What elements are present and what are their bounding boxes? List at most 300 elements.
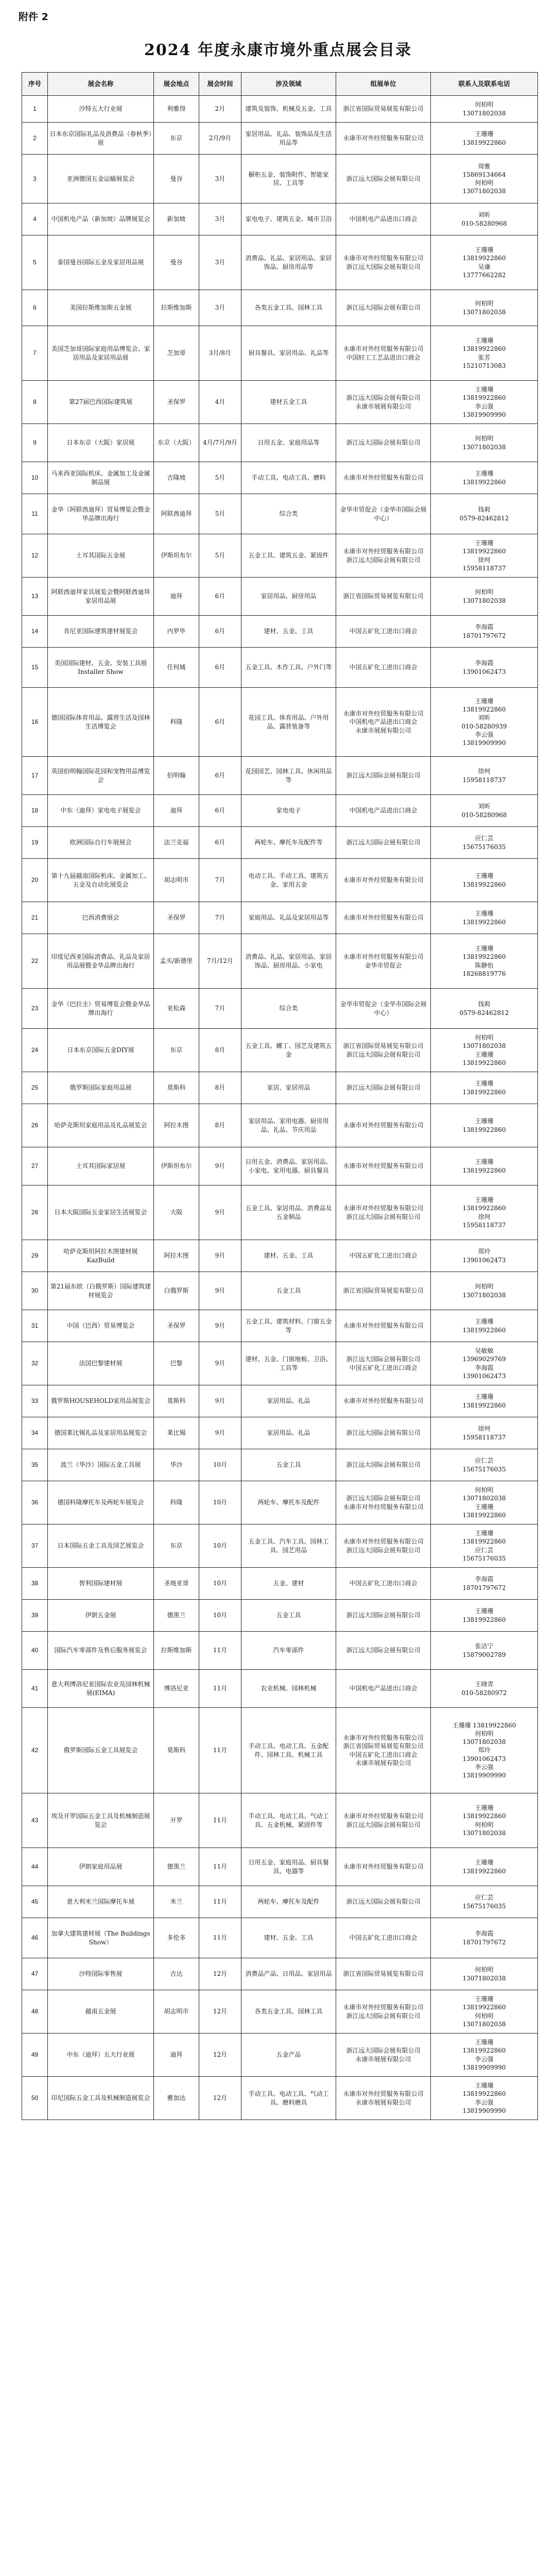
exhibition-contact: 王珊珊 13819922860 李云强 13819909990 [431,2077,538,2120]
exhibition-contact: 王珊珊 13819922860 张芳 15210713083 [431,326,538,381]
row-index: 14 [22,616,48,648]
exhibition-field: 手动工具、电动工具、五金配件、园林工具、机械工具 [241,1708,336,1793]
exhibition-time: 5月 [199,494,241,534]
exhibition-name: 国际汽车零部件及售后服务展览会 [48,1632,154,1670]
exhibition-organizer: 永康市对外经贸服务有限公司 浙江远大国际会展有限公司 [336,534,431,578]
exhibition-organizer: 浙江远大国际会展有限公司 中国五矿化工进出口商会 [336,1342,431,1385]
exhibition-time: 6月 [199,795,241,827]
table-row [22,616,538,648]
exhibition-name: 亚洲德国五金运输展览会 [48,155,154,204]
exhibition-time: 9月 [199,1185,241,1240]
exhibition-location: 雅加达 [154,2077,199,2120]
row-index: 3 [22,155,48,204]
exhibition-organizer: 永康市对外经贸服务有限公司 [336,859,431,902]
table-row [22,1524,538,1568]
exhibition-time: 2月 [199,96,241,123]
table-row [22,1342,538,1385]
table-row [22,1958,538,1990]
exhibition-field: 家居用品、家用电器、厨房用品、礼品、节庆用品 [241,1104,336,1147]
exhibition-name: 意大利米兰国际摩托车展 [48,1886,154,1918]
exhibition-time: 9月 [199,1310,241,1342]
exhibition-contact: 何柏明 13071802038 [431,96,538,123]
exhibition-time: 6月 [199,616,241,648]
table-row [22,1147,538,1185]
table-row [22,424,538,462]
table-row [22,934,538,989]
exhibition-name: 伊朗五金展 [48,1600,154,1632]
exhibition-name: 欧洲国际自行车展展会 [48,827,154,859]
table-row [22,235,538,290]
table-row [22,1240,538,1272]
exhibition-field: 五金工具 [241,1600,336,1632]
exhibition-field: 农业机械、园林机械 [241,1670,336,1708]
exhibition-organizer: 永康市对外经贸服务有限公司 中国轻工工艺品进出口商会 [336,326,431,381]
exhibition-time: 11月 [199,1708,241,1793]
exhibition-time: 3月 [199,155,241,204]
row-index: 9 [22,424,48,462]
exhibition-contact: 王珊珊 13819922860 徐珂 15958118737 [431,1185,538,1240]
row-index: 46 [22,1918,48,1958]
exhibition-field: 家居用品、礼品、装饰品及生活用品等 [241,123,336,155]
exhibition-organizer: 中国机电产品进出口商会 [336,1670,431,1708]
exhibition-field: 厨具餐具、家居用品、礼品等 [241,326,336,381]
row-index: 26 [22,1104,48,1147]
document-title: 2024 年度永康市境外重点展会目录 [144,41,412,59]
exhibition-time: 3月/8月 [199,326,241,381]
exhibition-location: 华沙 [154,1449,199,1481]
table-row [22,1990,538,2033]
row-index: 15 [22,648,48,688]
table-row [22,1272,538,1310]
row-index: 24 [22,1029,48,1072]
exhibition-location: 芝加哥 [154,326,199,381]
exhibition-time: 5月 [199,462,241,494]
row-index: 27 [22,1147,48,1185]
exhibition-field: 手动工具、电动工具、气动工具、五金机械、紧固件等 [241,1793,336,1848]
exhibition-location: 伯明翰 [154,757,199,795]
exhibition-name: 英国伯明翰国际花园和宠物用品博览会 [48,757,154,795]
row-index: 31 [22,1310,48,1342]
exhibition-field: 家电电子、建筑五金、城市卫浴 [241,204,336,235]
header-time: 展会时间 [199,73,241,96]
row-index: 39 [22,1600,48,1632]
table-row [22,155,538,204]
exhibition-organizer: 浙江远大国际会展有限公司 [336,1449,431,1481]
table-row [22,290,538,326]
exhibition-organizer: 浙江省国际贸易展览有限公司 [336,1958,431,1990]
exhibition-organizer: 金华市贸促会（金华市国际会展中心） [336,494,431,534]
exhibition-time: 11月 [199,1848,241,1886]
table-row [22,1568,538,1600]
exhibition-time: 9月 [199,1147,241,1185]
exhibition-organizer: 永康市对外经贸服务有限公司 浙江远大国际会展有限公司 [336,1524,431,1568]
exhibition-time: 11月 [199,1632,241,1670]
exhibition-time: 11月 [199,1886,241,1918]
table-row [22,2077,538,2120]
exhibition-organizer: 浙江远大国际会展有限公司 [336,1600,431,1632]
exhibition-organizer: 浙江远大国际会展有限公司 [336,1632,431,1670]
exhibition-field: 消费品、礼品、家居用品、家居饰品、厨房用品、小家电 [241,934,336,989]
exhibition-time: 3月 [199,204,241,235]
exhibition-name: 日本东京国际五金DIY展 [48,1029,154,1072]
exhibition-name: 第十九届越南国际机床、金属加工、五金及自动化展览会 [48,859,154,902]
exhibition-time: 6月 [199,578,241,616]
exhibition-time: 6月 [199,827,241,859]
exhibition-location: 东京 [154,1524,199,1568]
exhibition-organizer: 永康市对外经贸服务有限公司 金华市贸促会 [336,934,431,989]
table-row [22,688,538,757]
exhibition-time: 6月 [199,688,241,757]
exhibition-name: 俄罗斯国际家庭用品展 [48,1072,154,1104]
exhibition-field: 综合类 [241,494,336,534]
exhibition-location: 圣保罗 [154,1310,199,1342]
exhibition-name: 阿联酋迪拜家具展览会暨阿联酋迪拜家居用品展 [48,578,154,616]
exhibition-time: 11月 [199,1918,241,1958]
exhibition-name: 埃及开罗国际五金工具及机械制造展览会 [48,1793,154,1848]
row-index: 45 [22,1886,48,1918]
exhibition-organizer: 中国五矿化工进出口商会 [336,1240,431,1272]
exhibition-field: 两轮车、摩托车及配件 [241,1481,336,1524]
header-exhibition-name: 展会名称 [48,73,154,96]
exhibition-time: 10月 [199,1481,241,1524]
exhibition-organizer: 永康市对外经贸服务有限公司 [336,902,431,934]
exhibition-location: 巴黎 [154,1342,199,1385]
exhibition-organizer: 浙江远大国际会展有限公司 [336,1417,431,1449]
row-index: 2 [22,123,48,155]
exhibition-field: 五金、建材 [241,1568,336,1600]
table-header-row [22,73,538,96]
exhibition-contact: 李海霞 18701797672 [431,1918,538,1958]
exhibition-contact: 应仁芸 15675176035 [431,827,538,859]
exhibition-time: 7月 [199,902,241,934]
exhibition-organizer: 永康市对外经贸服务有限公司 中国机电产品进出口商会 永康市展展有限公司 [336,688,431,757]
exhibition-contact: 王珊珊 13819922860 [431,1310,538,1342]
exhibition-name: 智利国际建材展 [48,1568,154,1600]
exhibition-field: 家居用品、礼品 [241,1385,336,1417]
exhibition-location: 胡志明市 [154,859,199,902]
exhibition-contact: 钱莉 0579-82462812 [431,494,538,534]
exhibition-location: 曼谷 [154,235,199,290]
exhibition-field: 手动工具、电动工具、磨料 [241,462,336,494]
exhibition-location: 阿拉木图 [154,1240,199,1272]
exhibition-organizer: 浙江远大国际会展有限公司 永康市展展有限公司 [336,381,431,424]
exhibition-field: 建筑及装饰、机械及五金、工具 [241,96,336,123]
table-row [22,1600,538,1632]
row-index: 4 [22,204,48,235]
exhibition-organizer: 中国机电产品进出口商会 [336,795,431,827]
exhibition-organizer: 中国五矿化工进出口商会 [336,1568,431,1600]
exhibition-field: 各类五金工具、园林工具 [241,290,336,326]
exhibition-location: 莫斯科 [154,1385,199,1417]
exhibition-location: 多伦多 [154,1918,199,1958]
exhibition-field: 建材、五金、工具 [241,1240,336,1272]
exhibition-field: 日用五金、家庭用品等 [241,424,336,462]
exhibition-name: 泰国曼谷国际五金及家居用品展 [48,235,154,290]
exhibition-organizer: 浙江省国际贸易展览有限公司 [336,96,431,123]
table-row [22,96,538,123]
exhibition-contact: 何柏明 13071802038 [431,290,538,326]
exhibition-organizer: 永康市对外经贸服务有限公司 浙江远大国际会展有限公司 [336,1185,431,1240]
exhibition-field: 家居用品、厨房用品 [241,578,336,616]
table-row [22,381,538,424]
row-index: 6 [22,290,48,326]
row-index: 23 [22,989,48,1029]
row-index: 44 [22,1848,48,1886]
exhibition-organizer: 永康市对外经贸服务有限公司 [336,462,431,494]
table-row [22,1310,538,1342]
row-index: 38 [22,1568,48,1600]
exhibition-location: 白俄罗斯 [154,1272,199,1310]
exhibition-field: 五金工具、汽车工具、园林工具、园艺用品 [241,1524,336,1568]
exhibition-contact: 王珊珊 13819922860 刘昕 010-58280939 李云强 13819909990 [431,688,538,757]
exhibition-location: 孟买/新德里 [154,934,199,989]
exhibition-contact: 王珊珊 13819922860 [431,1147,538,1185]
exhibition-contact: 李海霞 18701797672 [431,1568,538,1600]
row-index: 30 [22,1272,48,1310]
exhibition-location: 东京 [154,123,199,155]
exhibition-location: 迪拜 [154,795,199,827]
row-index: 11 [22,494,48,534]
exhibition-contact: 何柏明 13071802038 王珊珊 13819922860 [431,1481,538,1524]
exhibition-location: 莫斯科 [154,1072,199,1104]
exhibition-name: 中国（巴西）贸易博览会 [48,1310,154,1342]
exhibition-contact: 王珊珊 13819922860 徐珂 15958118737 [431,534,538,578]
exhibition-name: 中东（迪拜）家电电子展览会 [48,795,154,827]
exhibition-contact: 郑玲 13901062473 [431,1240,538,1272]
exhibition-field: 五金产品 [241,2033,336,2077]
exhibition-name: 金华（阿联酋迪拜）贸易博览会暨金华品牌出海行 [48,494,154,534]
exhibition-name: 印度尼西亚国际消费品、礼品及家居用品展暨金华品牌出海行 [48,934,154,989]
exhibition-contact: 王珊珊 13819922860 [431,859,538,902]
exhibition-contact: 王珊珊 13819922860 应仁芸 15675176035 [431,1524,538,1568]
exhibition-field: 五金工具、木作工具、户外门等 [241,648,336,688]
exhibition-organizer: 浙江远大国际会展有限公司 [336,1072,431,1104]
exhibition-contact: 刘昕 010-58280968 [431,795,538,827]
exhibition-location: 圣保罗 [154,381,199,424]
row-index: 20 [22,859,48,902]
exhibition-name: 第21届东欧（白俄罗斯）国际建筑建材展览会 [48,1272,154,1310]
exhibition-time: 10月 [199,1524,241,1568]
exhibition-name: 哈萨克斯坦家庭用品及礼品展览会 [48,1104,154,1147]
exhibition-location: 内罗毕 [154,616,199,648]
exhibition-field: 家庭用品、礼品及家居用品等 [241,902,336,934]
exhibition-organizer: 浙江远大国际会展有限公司 [336,827,431,859]
exhibition-time: 5月 [199,534,241,578]
exhibition-organizer: 永康市对外经贸服务有限公司 浙江远大国际会展有限公司 [336,235,431,290]
exhibition-name: 印尼国际五金工具及机械制造展览会 [48,2077,154,2120]
exhibition-field: 汽车零部件 [241,1632,336,1670]
table-row [22,204,538,235]
exhibition-contact: 李海霞 13901062473 [431,648,538,688]
exhibition-time: 10月 [199,1449,241,1481]
exhibition-organizer: 永康市对外经贸服务有限公司 [336,123,431,155]
exhibition-contact: 王珊珊 13819922860 [431,1104,538,1147]
exhibition-location: 新加坡 [154,204,199,235]
exhibition-organizer: 永康市对外经贸服务有限公司 [336,1310,431,1342]
row-index: 12 [22,534,48,578]
row-index: 8 [22,381,48,424]
table-row [22,827,538,859]
row-index: 41 [22,1670,48,1708]
exhibition-time: 7月/12月 [199,934,241,989]
exhibition-contact: 王珊珊 13819922860 何柏明 13071802038 郑玲 13901062473 李云强 13819909990 [431,1708,538,1793]
exhibition-time: 8月 [199,1104,241,1147]
exhibition-field: 日用五金、家庭用品、厨具餐具、电器等 [241,1848,336,1886]
table-row [22,2033,538,2077]
exhibition-contact: 王珊珊 13819922860 何柏明 13071802038 [431,1990,538,2033]
exhibition-organizer: 永康市对外经贸服务有限公司 浙江远大国际会展有限公司 [336,1990,431,2033]
exhibition-field: 五金工具 [241,1449,336,1481]
table-row [22,1670,538,1708]
exhibition-location: 迪拜 [154,2033,199,2077]
exhibition-location: 东京 [154,1029,199,1072]
exhibition-contact: 何柏明 13071802038 [431,578,538,616]
table-row [22,1104,538,1147]
row-index: 13 [22,578,48,616]
exhibition-field: 五金工具、螺丁、园艺及建筑五金 [241,1029,336,1072]
exhibition-time: 2月/9月 [199,123,241,155]
exhibition-field: 花园工具、体育用品、户外用品、露营装备等 [241,688,336,757]
row-index: 42 [22,1708,48,1793]
exhibition-field: 五金工具、家居用品、消费品及五金制品 [241,1185,336,1240]
row-index: 35 [22,1449,48,1481]
exhibition-field: 建材、五金、工具 [241,1918,336,1958]
exhibition-location: 法兰克福 [154,827,199,859]
table-row [22,1481,538,1524]
table-row [22,1793,538,1848]
exhibition-location: 拉斯维加斯 [154,1632,199,1670]
exhibition-contact: 王珊珊 13819922860 李云强 13819909990 [431,2033,538,2077]
row-index: 28 [22,1185,48,1240]
table-row [22,1449,538,1481]
table-row [22,1072,538,1104]
table-row [22,1417,538,1449]
table-row [22,757,538,795]
exhibition-contact: 王珊珊 13819922860 [431,1848,538,1886]
exhibition-time: 11月 [199,1793,241,1848]
table-body [22,96,538,2120]
row-index: 18 [22,795,48,827]
row-index: 36 [22,1481,48,1524]
exhibition-organizer: 永康市对外经贸服务有限公司 [336,1848,431,1886]
exhibition-location: 科隆 [154,688,199,757]
exhibition-field: 五金工具、建筑五金、紧固件 [241,534,336,578]
header-organizer: 组展单位 [336,73,431,96]
exhibition-field: 建材、五金、门窗地板、卫浴、工具等 [241,1342,336,1385]
exhibition-name: 德国国际体育用品、露营生活及园林生活博览会 [48,688,154,757]
exhibition-location: 米兰 [154,1886,199,1918]
exhibition-time: 10月 [199,1568,241,1600]
exhibition-contact: 王珊珊 13819922860 [431,1600,538,1632]
exhibition-location: 伊斯坦布尔 [154,534,199,578]
header-contact: 联系人及联系电话 [431,73,538,96]
exhibition-name: 法国巴黎建材展 [48,1342,154,1385]
table-row [22,578,538,616]
exhibition-organizer: 中国五矿化工进出口商会 [336,616,431,648]
exhibition-organizer: 永康市对外经贸服务有限公司 永康市展展有限公司 [336,2077,431,2120]
table-row [22,989,538,1029]
exhibition-field: 橱柜五金、装饰附件、智能家居、工具等 [241,155,336,204]
exhibition-field: 五金工具 [241,1272,336,1310]
exhibition-contact: 何柏明 13071802038 王珊珊 13819922860 [431,1029,538,1072]
exhibition-time: 8月 [199,1029,241,1072]
exhibition-field: 各类五金工具、园林工具 [241,1990,336,2033]
exhibition-name: 美国拉斯维加斯五金展 [48,290,154,326]
exhibition-field: 花园园艺、园林工具、休闲用品等 [241,757,336,795]
exhibition-contact: 何柏明 13071802038 [431,424,538,462]
exhibition-organizer: 中国五矿化工进出口商会 [336,648,431,688]
table-row [22,326,538,381]
exhibition-name: 中东（迪拜）五大行业展 [48,2033,154,2077]
exhibition-organizer: 永康市对外经贸服务有限公司 [336,1385,431,1417]
table-row [22,1918,538,1958]
exhibition-name: 肯尼亚国际建筑建材展览会 [48,616,154,648]
exhibition-time: 9月 [199,1342,241,1385]
exhibition-time: 12月 [199,1958,241,1990]
exhibition-contact: 王珊珊 13819922860 [431,462,538,494]
exhibition-contact: 徐珂 15958118737 [431,757,538,795]
exhibition-name: 意大利博洛尼亚国际农业及园林机械展(EIMA) [48,1670,154,1708]
exhibition-time: 8月 [199,1072,241,1104]
exhibition-location: 曼谷 [154,155,199,204]
exhibition-contact: 王珊珊 13819922860 李云强 13819909990 [431,381,538,424]
exhibition-contact: 何柏明 13071802038 [431,1958,538,1990]
exhibition-field: 日用五金、消费品、家居用品、小家电、家用电器、厨具餐具 [241,1147,336,1185]
exhibition-contact: 王珊珊 13819922860 [431,123,538,155]
exhibition-time: 11月 [199,1670,241,1708]
exhibition-time: 7月 [199,989,241,1029]
exhibition-contact: 王珊珊 13819922860 [431,1072,538,1104]
exhibition-name: 美国国际建材、五金、安装工具展 Installer Show [48,648,154,688]
exhibition-location: 伊斯坦布尔 [154,1147,199,1185]
exhibition-contact: 李海霞 18701797672 [431,616,538,648]
exhibition-organizer: 中国机电产品进出口商会 [336,204,431,235]
exhibition-organizer: 浙江远大国际会展有限公司 [336,424,431,462]
exhibition-time: 4月/7月/9月 [199,424,241,462]
exhibition-contact: 王晓青 010-58280972 [431,1670,538,1708]
row-index: 25 [22,1072,48,1104]
exhibition-location: 莫斯科 [154,1708,199,1793]
exhibition-name: 日本东京（大阪）家居展 [48,424,154,462]
exhibition-time: 6月 [199,757,241,795]
header-location: 展会地点 [154,73,199,96]
exhibition-field: 建材五金工具 [241,381,336,424]
exhibition-organizer: 金华市贸促会（金华市国际会展中心） [336,989,431,1029]
exhibition-location: 开罗 [154,1793,199,1848]
table-row [22,123,538,155]
exhibition-name: 日本东京国际礼品及消费品（春秋季）展 [48,123,154,155]
row-index: 43 [22,1793,48,1848]
table-row [22,1848,538,1886]
exhibition-organizer: 永康市对外经贸服务有限公司 浙江远大国际会展有限公司 [336,1793,431,1848]
exhibition-location: 大阪 [154,1185,199,1240]
row-index: 49 [22,2033,48,2077]
exhibition-contact: 张洁宁 15879002789 [431,1632,538,1670]
exhibition-organizer: 永康市对外经贸服务有限公司 [336,1147,431,1185]
row-index: 10 [22,462,48,494]
exhibition-name: 巴西消费展会 [48,902,154,934]
exhibition-time: 10月 [199,1600,241,1632]
exhibition-name: 伊朗家庭用品展 [48,1848,154,1886]
exhibition-name: 俄罗斯HOUSEHOLD家用品展览会 [48,1385,154,1417]
exhibition-name: 沙特五大行业展 [48,96,154,123]
exhibition-organizer: 浙江远大国际会展有限公司 [336,155,431,204]
exhibition-field: 家居、家居用品 [241,1072,336,1104]
table-row [22,648,538,688]
table-row [22,494,538,534]
exhibition-organizer: 浙江省国际贸易展览有限公司 浙江远大国际会展有限公司 [336,1029,431,1072]
exhibition-field: 两轮车、摩托车及配件 [241,1886,336,1918]
